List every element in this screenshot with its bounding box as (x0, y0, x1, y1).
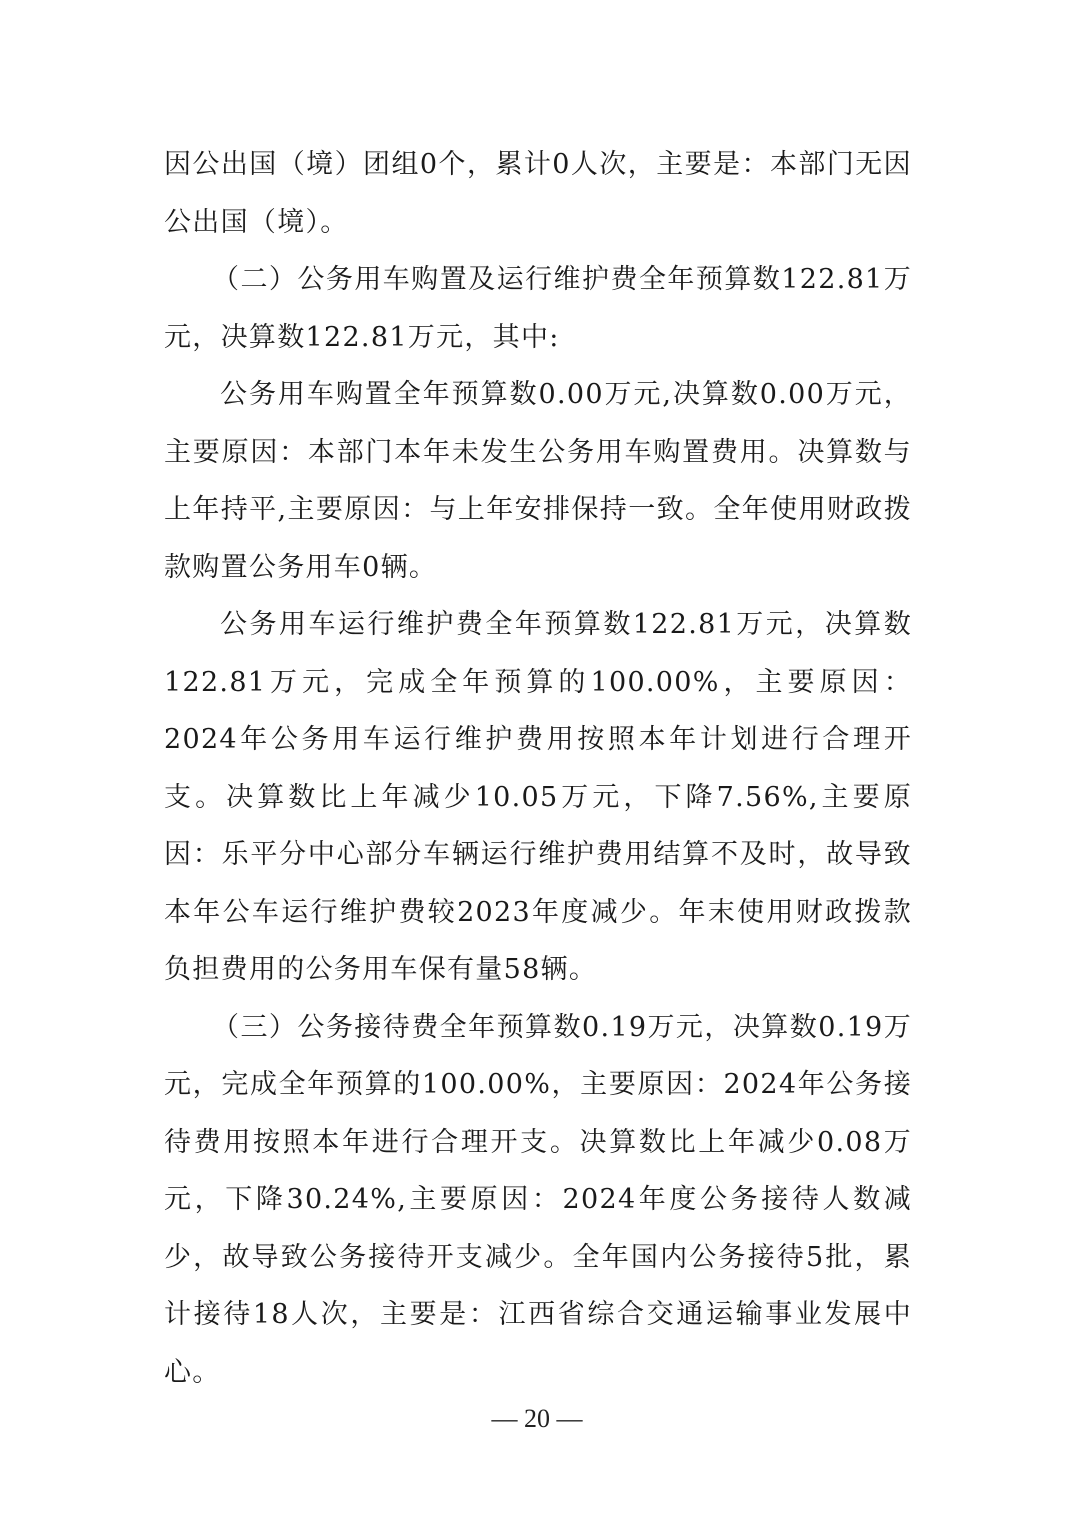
paragraph-reception-expenses: （三）公务接待费全年预算数0.19万元，决算数0.19万元，完成全年预算的100.00%，主要原因：2024年公务接待费用按照本年进行合理开支。决算数比上年减少0.08万元，下降30.24%,主要原因：2024年度公务接待人数减少，故导致公务接待开支减少。全年国内公务接待5批，累计接待18人次，主要是：江西省综合交通运输事业发展中心。 (164, 1011, 912, 1388)
paragraph-vehicle-purchase: 公务用车购置全年预算数0.00万元,决算数0.00万元，主要原因：本部门本年未发生公务用车购置费用。决算数与上年持平,主要原因：与上年安排保持一致。全年使用财政拨款购置公务用车0辆。 (164, 379, 912, 583)
paragraph-vehicle-maintenance: 公务用车运行维护费全年预算数122.81万元，决算数122.81万元，完成全年预算的100.00%，主要原因：2024年公务用车运行维护费用按照本年计划进行合理开支。决算数比上年减少10.05万元，下降7.56%,主要原因：乐平分中心部分车辆运行维护费用结算不及时，故导致本年公车运行维护费较2023年度减少。年末使用财政拨款负担费用的公务用车保有量58辆。 (164, 609, 912, 985)
body-text (164, 136, 912, 1401)
page-number: — 20 — (491, 1404, 583, 1433)
paragraph-overseas-travel-continued: 因公出国（境）团组0个，累计0人次，主要是：本部门无因公出国（境）。 (164, 149, 912, 238)
paragraph-vehicle-heading: （二）公务用车购置及运行维护费全年预算数122.81万元，决算数122.81万元，其中: (164, 264, 912, 353)
